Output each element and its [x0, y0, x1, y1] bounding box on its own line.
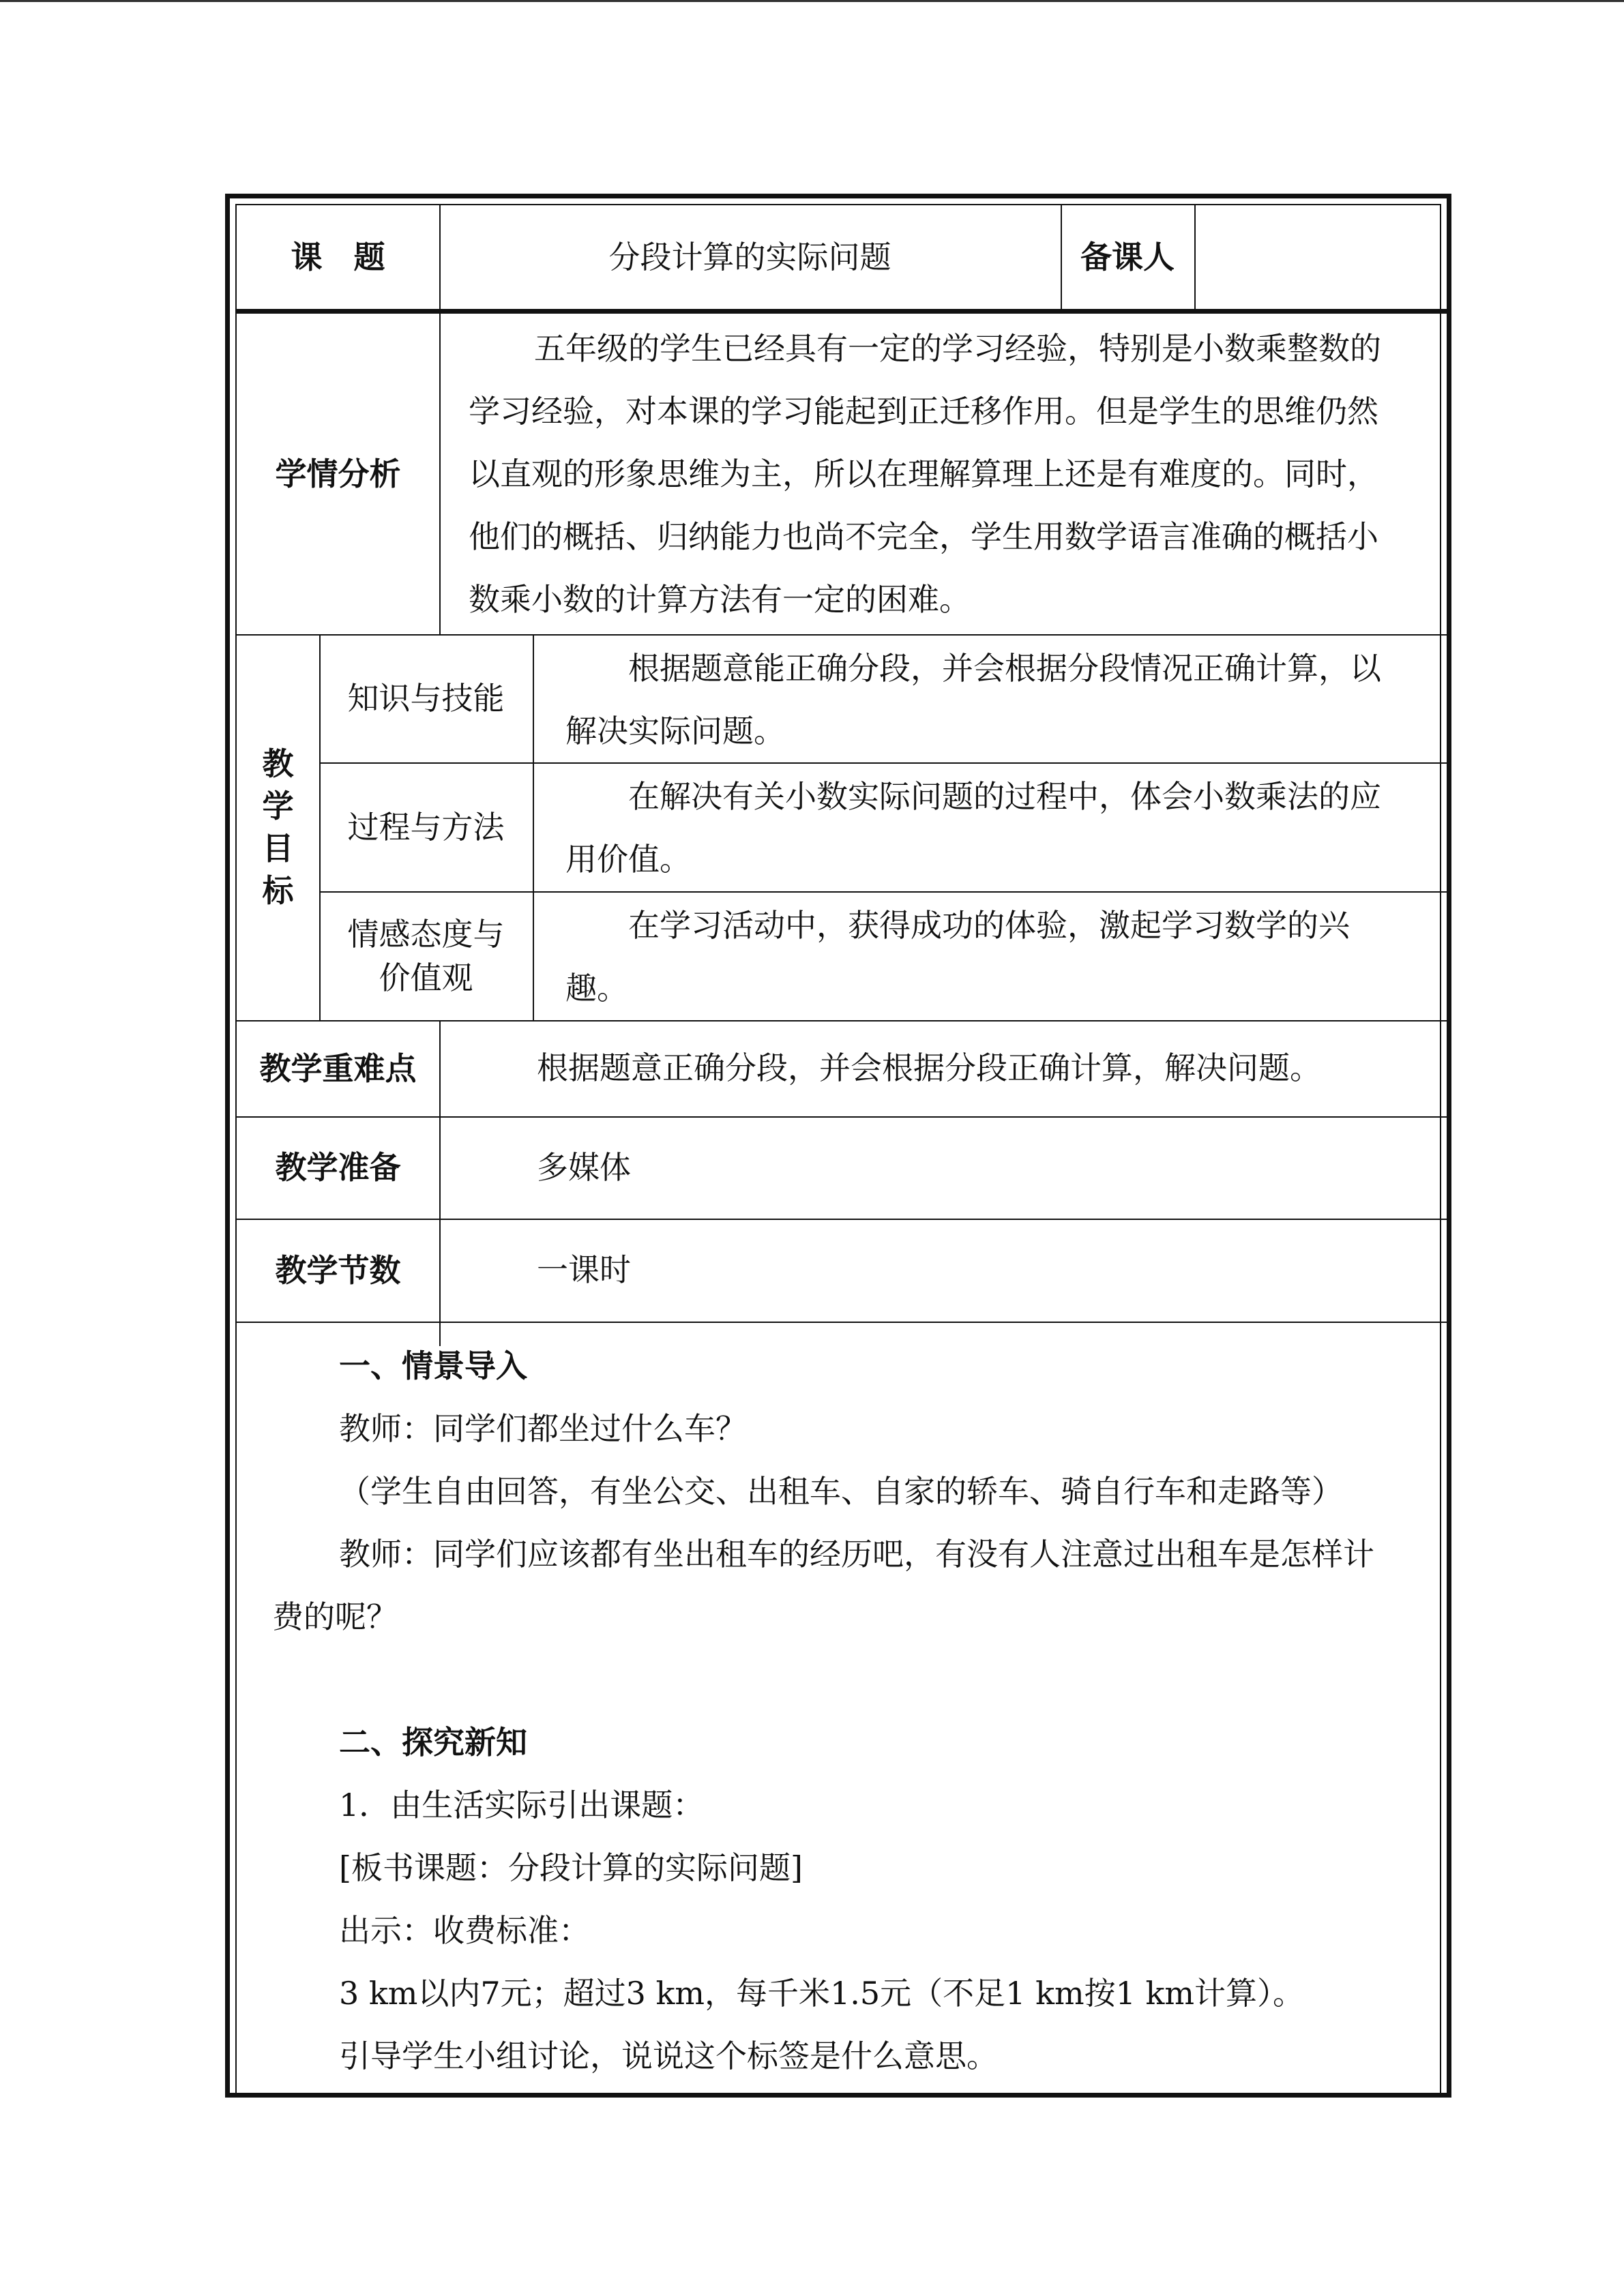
page-top-rule	[0, 0, 1624, 2]
goal-knowledge-line-1: 根据题意能正确分段，并会根据分段情况正确计算，以	[628, 650, 1381, 687]
topic-label: 课 题	[291, 239, 385, 275]
lesson-plan-inner-frame	[235, 204, 1441, 2093]
goal-attitude-label-line-2: 价值观	[379, 959, 473, 996]
analysis-label: 学情分析	[275, 456, 401, 492]
section-1-title: 一、情景导入	[339, 1347, 527, 1384]
analysis-line-5: 数乘小数的计算方法有一定的困难。	[469, 581, 971, 618]
goal-attitude-label-line-1: 情感态度与	[347, 915, 505, 953]
goals-label	[237, 634, 319, 1020]
preparer-value	[1194, 205, 1447, 309]
goals-label-char-3: 目	[262, 830, 294, 867]
goals-label-char-2: 学	[262, 788, 294, 824]
section-2-line-2: [板书课题：分段计算的实际问题]	[339, 1849, 803, 1886]
section-2-line-4: 3 km以内7元；超过3 km，每千米1.5元（不足1 km按1 km计算）。	[339, 1975, 1304, 2012]
section-2-line-5: 引导学生小组讨论，说说这个标签是什么意思。	[339, 2038, 998, 2074]
analysis-line-2: 学习经验，对本课的学习能起到正迁移作用。但是学生的思维仍然	[469, 393, 1378, 430]
topic-value: 分段计算的实际问题	[608, 239, 891, 275]
key-points-value: 根据题意正确分段，并会根据分段正确计算，解决问题。	[537, 1049, 1321, 1086]
preparer-label: 备课人	[1080, 239, 1175, 275]
goal-attitude-line-1: 在学习活动中，获得成功的体验，激起学习数学的兴	[628, 907, 1350, 944]
preparation-label: 教学准备	[275, 1149, 401, 1186]
section-1-line-4: 费的呢？	[272, 1598, 398, 1635]
analysis-line-3: 以直观的形象思维为主，所以在理解算理上还是有难度的。同时，	[469, 456, 1378, 492]
preparation-value: 多媒体	[537, 1149, 631, 1186]
goal-knowledge-line-2: 解决实际问题。	[565, 713, 785, 749]
goal-process-line-2: 用价值。	[565, 841, 691, 878]
goal-attitude-line-2: 趣。	[565, 970, 628, 1007]
goals-label-char-4: 标	[262, 872, 294, 909]
section-2-title: 二、探究新知	[339, 1724, 527, 1761]
goal-attitude-label	[319, 891, 533, 1020]
lesson-plan-table	[225, 194, 1451, 2098]
key-points-label: 教学重难点	[259, 1049, 417, 1087]
goal-process-line-1: 在解决有关小数实际问题的过程中，体会小数乘法的应	[628, 778, 1381, 815]
section-1-line-3: 教师：同学们应该都有坐出租车的经历吧，有没有人注意过出租车是怎样计	[339, 1536, 1374, 1572]
section-2-line-1: 1．由生活实际引出课题：	[339, 1787, 705, 1823]
analysis-line-1: 五年级的学生已经具有一定的学习经验，特别是小数乘整数的	[534, 330, 1381, 367]
periods-label: 教学节数	[275, 1251, 401, 1289]
periods-value: 一课时	[537, 1251, 631, 1288]
section-1-line-2: （学生自由回答，有坐公交、出租车、自家的轿车、骑自行车和走路等）	[339, 1473, 1343, 1510]
goals-label-char-1: 教	[262, 745, 294, 782]
goal-knowledge-label: 知识与技能	[347, 680, 505, 717]
section-2-line-3: 出示：收费标准：	[339, 1912, 590, 1949]
section-1-line-1: 教师：同学们都坐过什么车？	[339, 1410, 747, 1447]
analysis-line-4: 他们的概括、归纳能力也尚不完全，学生用数学语言准确的概括小	[469, 518, 1378, 555]
goal-process-label: 过程与方法	[347, 808, 505, 846]
